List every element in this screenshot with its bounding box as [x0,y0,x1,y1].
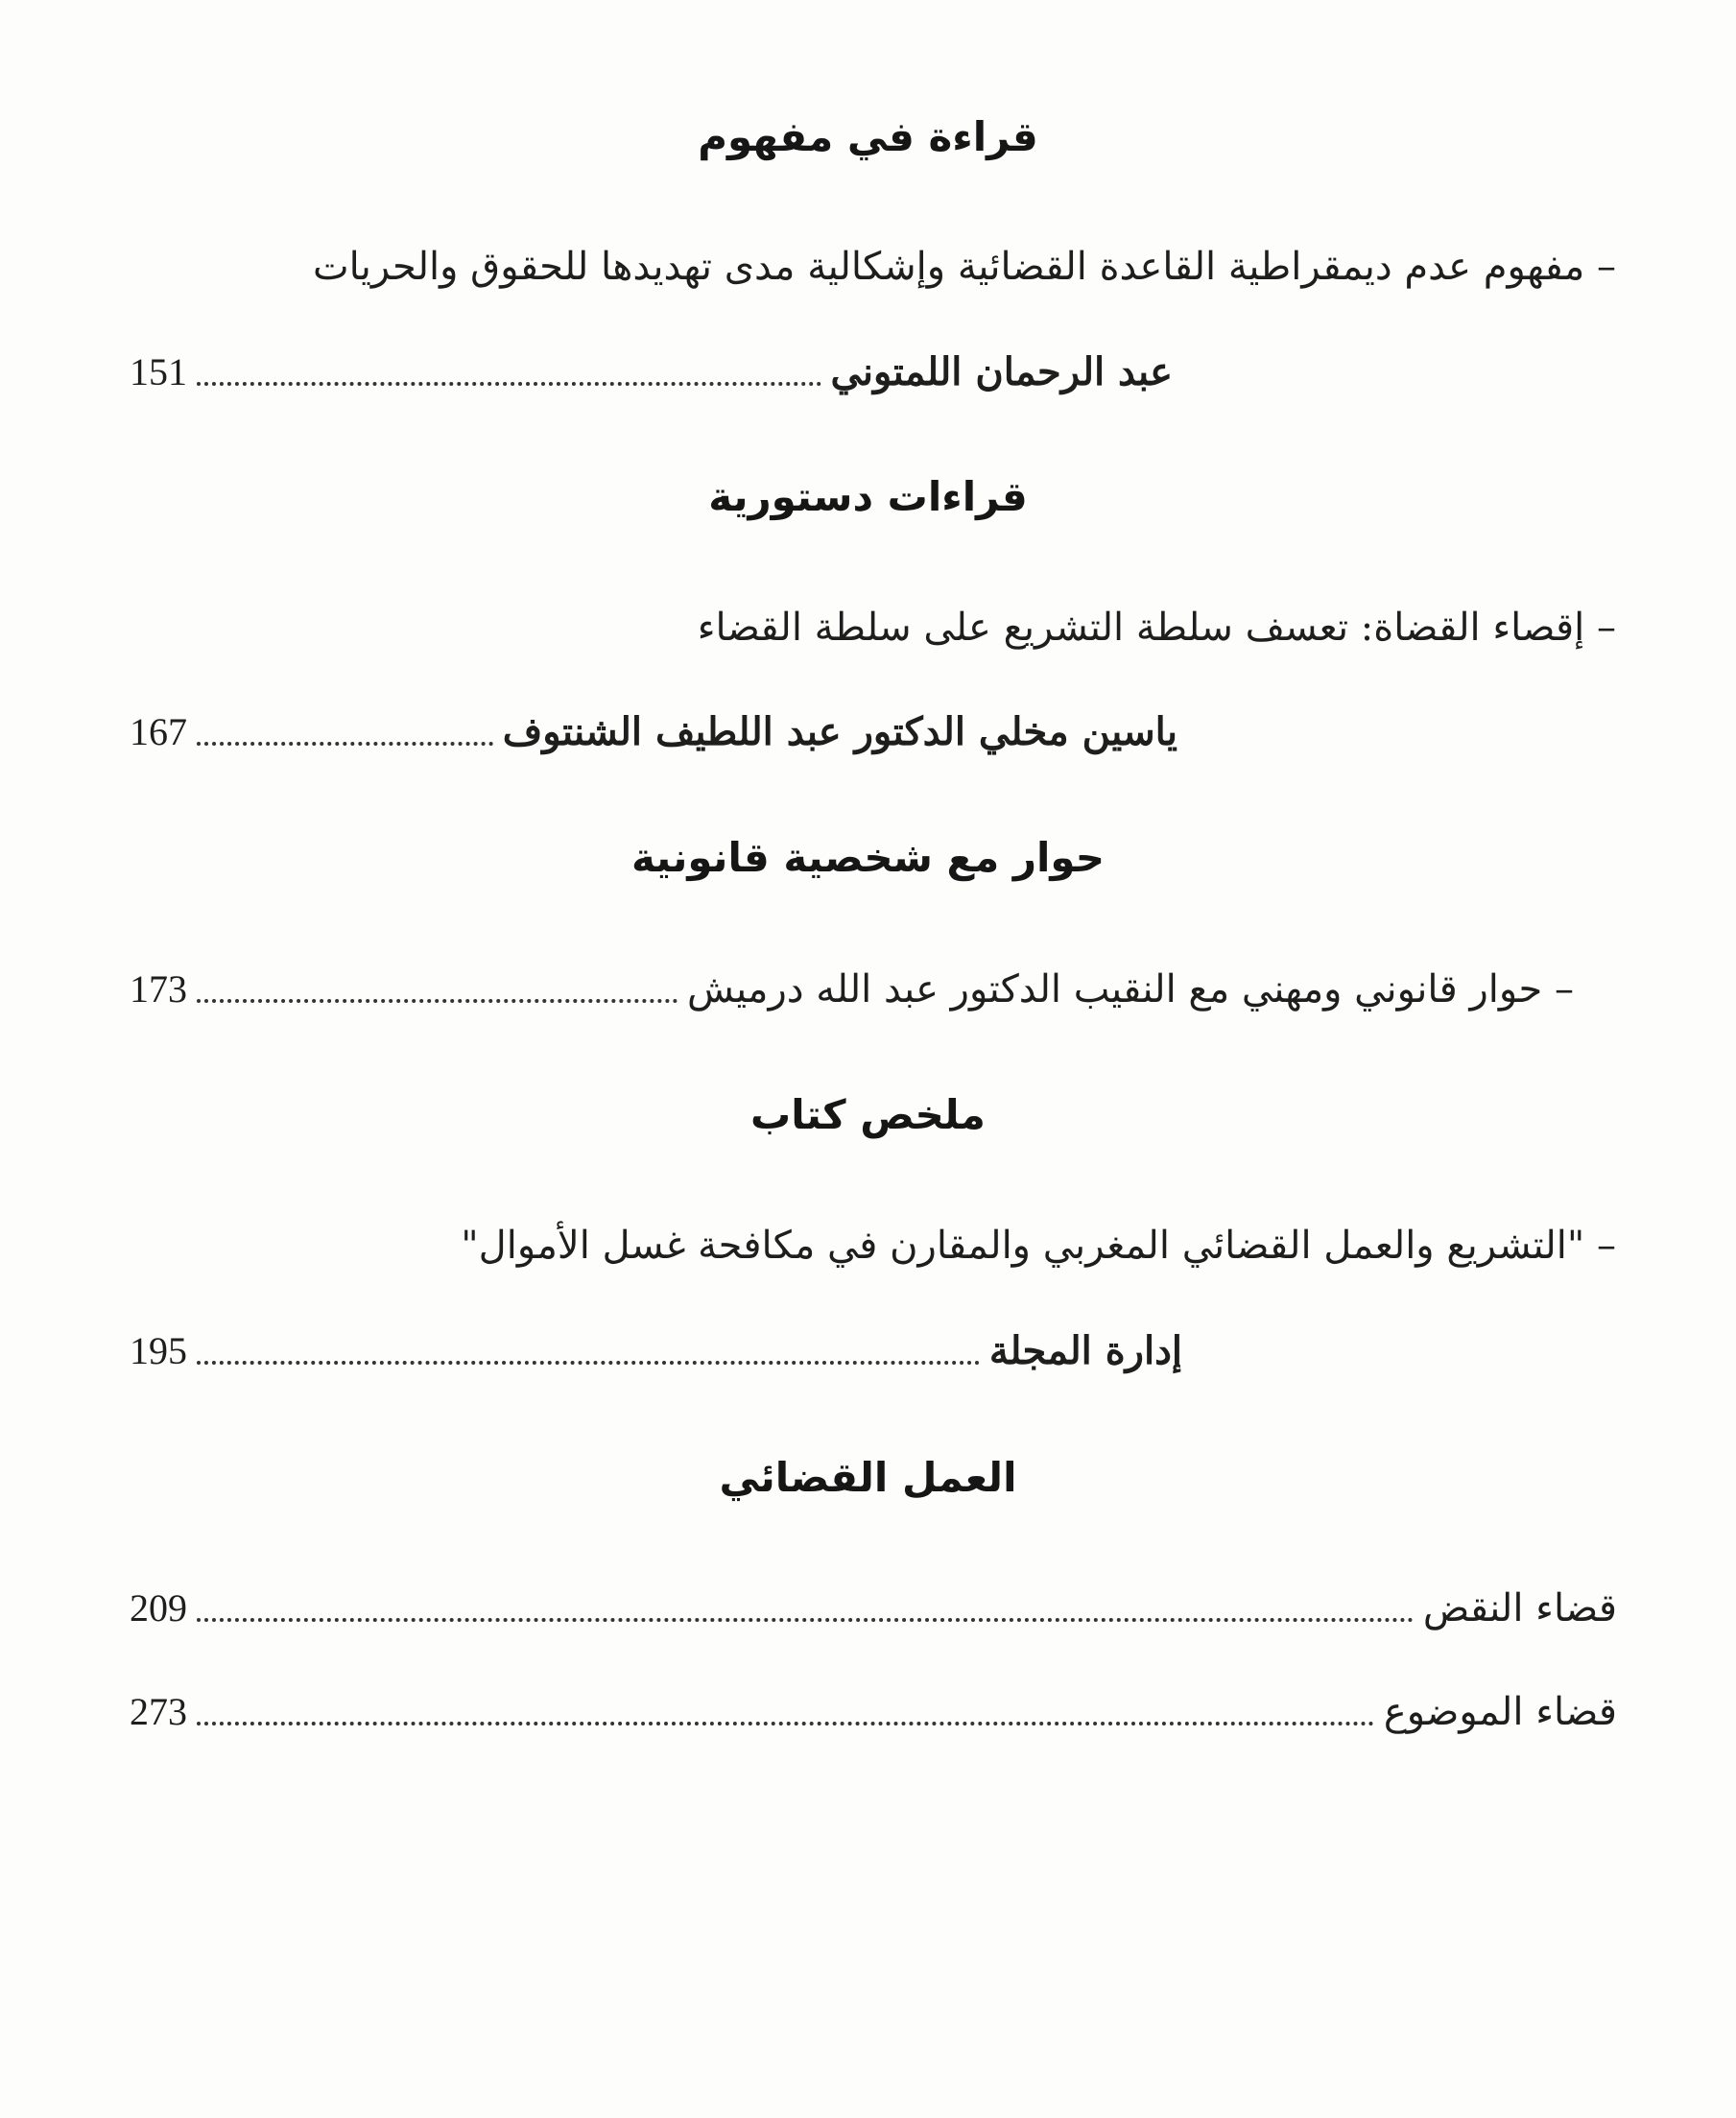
entry-author: إدارة المجلة [988,1328,1182,1373]
dot-leader [197,382,821,386]
dot-leader [197,1361,980,1365]
toc-entry[interactable] [130,1685,1617,1739]
entry-author: ياسين مخلي الدكتور عبد اللطيف الشنتوف [502,709,1177,754]
section-heading: ملخص كتاب [750,1091,986,1138]
page-number: 273 [130,1690,187,1733]
page-number: 151 [130,350,187,393]
page-number: 173 [130,967,187,1011]
entry-title: قضاء الموضوع [1383,1690,1617,1734]
page-number: 195 [130,1329,187,1372]
entry-title: – مفهوم عدم ديمقراطية القاعدة القضائية وإشكالية مدى تهديدها للحقوق والحريات [312,245,1616,289]
dot-leader [197,1618,1414,1622]
dot-leader [197,1722,1374,1725]
dot-leader [197,742,493,746]
toc-entry[interactable] [130,1582,1617,1635]
entry-author: عبد الرحمان اللمتوني [830,349,1173,394]
toc-entry[interactable] [130,963,1574,1016]
page-number: 209 [130,1586,187,1630]
toc-entry[interactable] [130,1324,1182,1378]
entry-title: – حوار قانوني ومهني مع النقيب الدكتور عبد الله درميش [686,967,1574,1011]
entry-title: قضاء النقض [1422,1586,1617,1630]
toc-entry[interactable] [130,345,1173,399]
section-heading: قراءة في مفهوم [698,113,1038,160]
section-heading: حوار مع شخصية قانونية [630,834,1106,881]
entry-title: – "التشريع والعمل القضائي المغربي والمقارن في مكافحة غسل الأموال" [461,1224,1616,1268]
entry-title: – إقصاء القضاة: تعسف سلطة التشريع على سلطة القضاء [697,606,1616,650]
page-number: 167 [130,710,187,753]
section-heading: العمل القضائي [719,1454,1017,1501]
toc-entry[interactable] [130,705,1177,759]
dot-leader [197,999,678,1003]
section-heading: قراءات دستورية [708,473,1028,520]
